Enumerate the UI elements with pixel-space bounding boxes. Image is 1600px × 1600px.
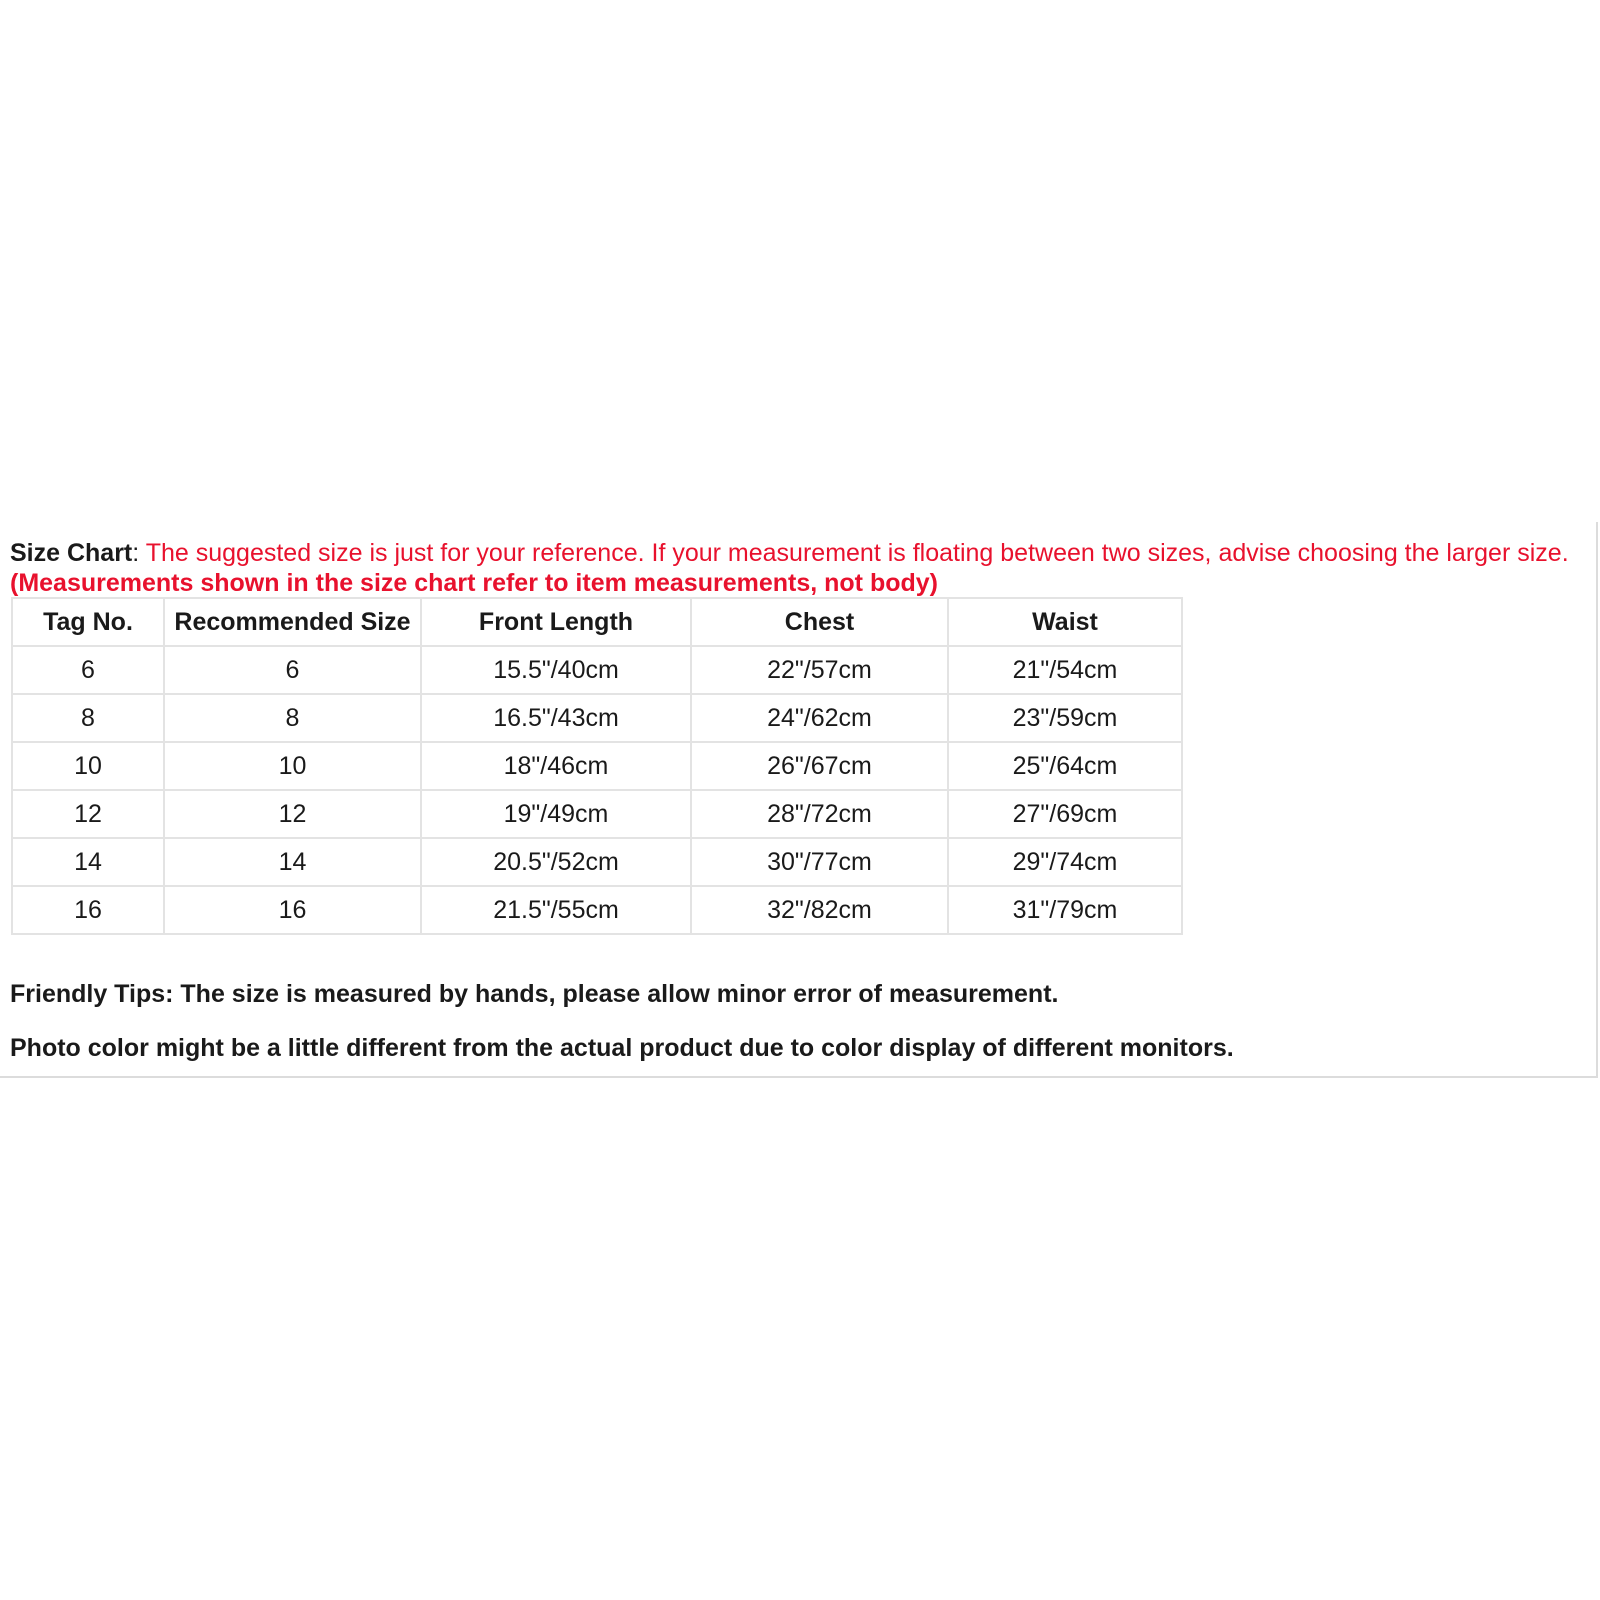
cell-recommended-size: 16 xyxy=(164,886,421,934)
cell-tag-no: 12 xyxy=(12,790,164,838)
cell-chest: 32"/82cm xyxy=(691,886,948,934)
table-row xyxy=(12,694,1182,742)
header-chest: Chest xyxy=(691,598,948,646)
cell-front-length: 16.5"/43cm xyxy=(421,694,691,742)
cell-waist: 29"/74cm xyxy=(948,838,1182,886)
header-waist: Waist xyxy=(948,598,1182,646)
cell-recommended-size: 8 xyxy=(164,694,421,742)
cell-waist: 31"/79cm xyxy=(948,886,1182,934)
cell-chest: 26"/67cm xyxy=(691,742,948,790)
cell-tag-no: 8 xyxy=(12,694,164,742)
table-row xyxy=(12,790,1182,838)
cell-front-length: 18"/46cm xyxy=(421,742,691,790)
size-chart-panel xyxy=(0,522,1598,1078)
cell-front-length: 20.5"/52cm xyxy=(421,838,691,886)
cell-chest: 24"/62cm xyxy=(691,694,948,742)
cell-recommended-size: 14 xyxy=(164,838,421,886)
header-tag-no: Tag No. xyxy=(12,598,164,646)
size-chart-label: Size Chart xyxy=(10,539,133,567)
header-front-length: Front Length xyxy=(421,598,691,646)
header-recommended-size: Recommended Size xyxy=(164,598,421,646)
cell-recommended-size: 10 xyxy=(164,742,421,790)
table-row xyxy=(12,838,1182,886)
cell-waist: 27"/69cm xyxy=(948,790,1182,838)
cell-waist: 23"/59cm xyxy=(948,694,1182,742)
table-header-row xyxy=(12,598,1182,646)
friendly-tip: Friendly Tips: The size is measured by hands, please allow minor error of measurement. xyxy=(10,980,1059,1008)
table-row xyxy=(12,886,1182,934)
cell-tag-no: 6 xyxy=(12,646,164,694)
cell-chest: 28"/72cm xyxy=(691,790,948,838)
cell-waist: 25"/64cm xyxy=(948,742,1182,790)
photo-color-note: Photo color might be a little different from the actual product due to color display of different monitors. xyxy=(10,1034,1234,1062)
size-table xyxy=(11,597,1183,935)
cell-tag-no: 14 xyxy=(12,838,164,886)
cell-chest: 22"/57cm xyxy=(691,646,948,694)
size-chart-note-bold: (Measurements shown in the size chart refer to item measurements, not body) xyxy=(10,569,938,597)
cell-tag-no: 10 xyxy=(12,742,164,790)
cell-recommended-size: 12 xyxy=(164,790,421,838)
cell-front-length: 19"/49cm xyxy=(421,790,691,838)
cell-chest: 30"/77cm xyxy=(691,838,948,886)
size-chart-intro xyxy=(10,538,1590,598)
size-chart-colon: : xyxy=(132,539,140,567)
table-row xyxy=(12,646,1182,694)
cell-recommended-size: 6 xyxy=(164,646,421,694)
cell-tag-no: 16 xyxy=(12,886,164,934)
cell-front-length: 21.5"/55cm xyxy=(421,886,691,934)
cell-waist: 21"/54cm xyxy=(948,646,1182,694)
size-chart-note: The suggested size is just for your reference. If your measurement is floating between two sizes, advise choosing the larger size. xyxy=(139,539,1569,567)
table-row xyxy=(12,742,1182,790)
cell-front-length: 15.5"/40cm xyxy=(421,646,691,694)
